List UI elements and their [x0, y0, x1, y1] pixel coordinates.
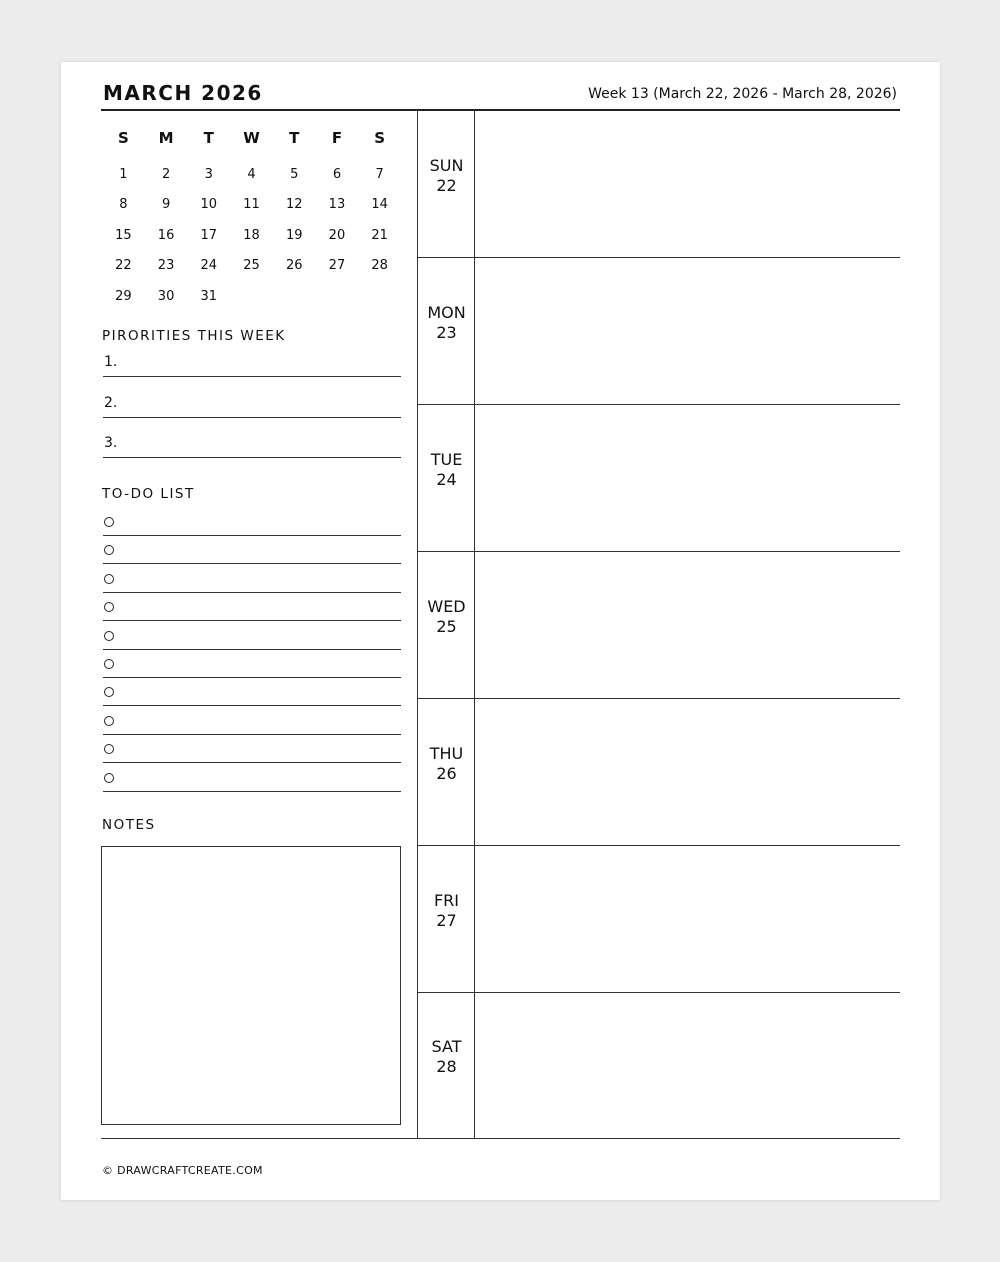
calendar-day: 8 [119, 197, 128, 213]
calendar-day: 28 [371, 258, 388, 274]
calendar-day: 30 [157, 288, 175, 304]
bottom-rule [101, 1138, 900, 1139]
calendar-day: 9 [161, 197, 171, 213]
month-title: MARCH 2026 [103, 81, 263, 105]
calendar-day: 4 [247, 166, 256, 182]
calendar-day: 29 [115, 288, 132, 304]
calendar-week-row [102, 159, 401, 190]
calendar-day: 25 [243, 258, 260, 274]
calendar-day: 2 [161, 166, 171, 182]
day-label [419, 744, 474, 784]
priority-number: 3. [104, 435, 118, 451]
calendar-day: 15 [115, 227, 132, 243]
day-date: 28 [436, 1057, 457, 1076]
day-date: 26 [436, 763, 457, 783]
calendar-day: 23 [157, 258, 175, 274]
week-range: Week 13 (March 22, 2026 - March 28, 2026) [588, 86, 897, 102]
day-date: 24 [436, 469, 457, 489]
day-name: FRI [433, 890, 460, 910]
day-label [419, 1037, 474, 1077]
day-name: TUE [430, 449, 463, 469]
day-date: 22 [436, 175, 457, 195]
day-label [419, 450, 474, 490]
notes-title: NOTES [102, 817, 156, 833]
priority-line[interactable] [103, 417, 401, 418]
priority-number: 2. [104, 395, 118, 411]
priority-line[interactable] [103, 457, 401, 458]
mini-calendar [102, 124, 401, 312]
day-date: 27 [436, 910, 457, 930]
day-writing-area[interactable] [475, 405, 900, 551]
todo-checkbox[interactable] [104, 687, 114, 697]
todo-checkbox[interactable] [104, 744, 114, 754]
calendar-day: 11 [243, 197, 260, 213]
todo-title: TO-DO LIST [102, 486, 195, 502]
day-writing-area[interactable] [475, 846, 900, 992]
day-label [419, 891, 474, 931]
day-label [419, 597, 474, 637]
notes-box[interactable] [101, 846, 401, 1125]
weekday-header: M [158, 129, 174, 147]
calendar-day: 21 [371, 227, 388, 243]
weekday-header: S [117, 129, 129, 147]
day-writing-area[interactable] [475, 111, 900, 257]
calendar-day: 27 [328, 258, 346, 274]
calendar-day: 22 [115, 258, 132, 274]
calendar-day: 12 [285, 197, 303, 213]
calendar-day: 1 [119, 166, 128, 182]
calendar-week-row [102, 251, 401, 282]
calendar-day: 14 [371, 197, 388, 213]
day-name: WED [427, 596, 466, 616]
todo-checkbox[interactable] [104, 716, 114, 726]
calendar-day: 6 [332, 166, 342, 182]
priority-number: 1. [104, 354, 118, 370]
calendar-day: 10 [200, 197, 218, 213]
calendar-day: 5 [290, 166, 299, 182]
day-date: 25 [436, 616, 457, 636]
calendar-day: 31 [200, 288, 218, 304]
weekday-header-row [102, 124, 401, 152]
todo-line[interactable] [103, 620, 401, 621]
todo-line[interactable] [103, 592, 401, 593]
day-label [419, 156, 474, 196]
todo-line[interactable] [103, 649, 401, 650]
calendar-week-row [102, 190, 401, 221]
weekday-header: S [374, 129, 386, 147]
calendar-day: 18 [243, 227, 260, 243]
calendar-day: 20 [328, 227, 346, 243]
day-name: SUN [429, 155, 464, 175]
todo-checkbox[interactable] [104, 631, 114, 641]
todo-checkbox[interactable] [104, 773, 114, 783]
column-divider [417, 110, 418, 1139]
day-date: 23 [436, 322, 457, 342]
calendar-week-row [102, 220, 401, 251]
calendar-day: 26 [285, 258, 303, 274]
calendar-week-row [102, 281, 401, 312]
todo-checkbox[interactable] [104, 517, 114, 527]
weekday-header: W [243, 129, 260, 147]
day-name: SAT [431, 1037, 462, 1056]
day-name: THU [429, 743, 464, 763]
calendar-day: 24 [200, 258, 218, 274]
calendar-day: 16 [157, 227, 175, 243]
todo-line[interactable] [103, 791, 401, 792]
weekday-header: F [331, 129, 343, 147]
weekday-header: T [289, 129, 300, 147]
calendar-day: 7 [375, 166, 384, 182]
todo-checkbox[interactable] [104, 659, 114, 669]
copyright-footer: © DRAWCRAFTCREATE.COM [102, 1164, 263, 1177]
calendar-day: 3 [204, 166, 213, 182]
priority-line[interactable] [103, 376, 401, 377]
todo-line[interactable] [103, 563, 401, 564]
day-name: MON [427, 302, 466, 322]
todo-line[interactable] [103, 762, 401, 763]
todo-line[interactable] [103, 535, 401, 536]
calendar-day: 17 [200, 227, 218, 243]
day-writing-area[interactable] [475, 993, 900, 1138]
calendar-day: 19 [285, 227, 303, 243]
todo-checkbox[interactable] [104, 602, 114, 612]
weekday-header: T [203, 129, 214, 147]
todo-line[interactable] [103, 734, 401, 735]
day-writing-area[interactable] [475, 258, 900, 404]
todo-checkbox[interactable] [104, 574, 114, 584]
todo-line[interactable] [103, 677, 401, 678]
todo-checkbox[interactable] [104, 545, 114, 555]
day-label [419, 303, 474, 343]
day-writing-area[interactable] [475, 699, 900, 845]
day-writing-area[interactable] [475, 552, 900, 698]
priorities-title: PIRORITIES THIS WEEK [102, 328, 286, 344]
todo-line[interactable] [103, 705, 401, 706]
calendar-day: 13 [328, 197, 346, 213]
planner-page [61, 62, 940, 1200]
